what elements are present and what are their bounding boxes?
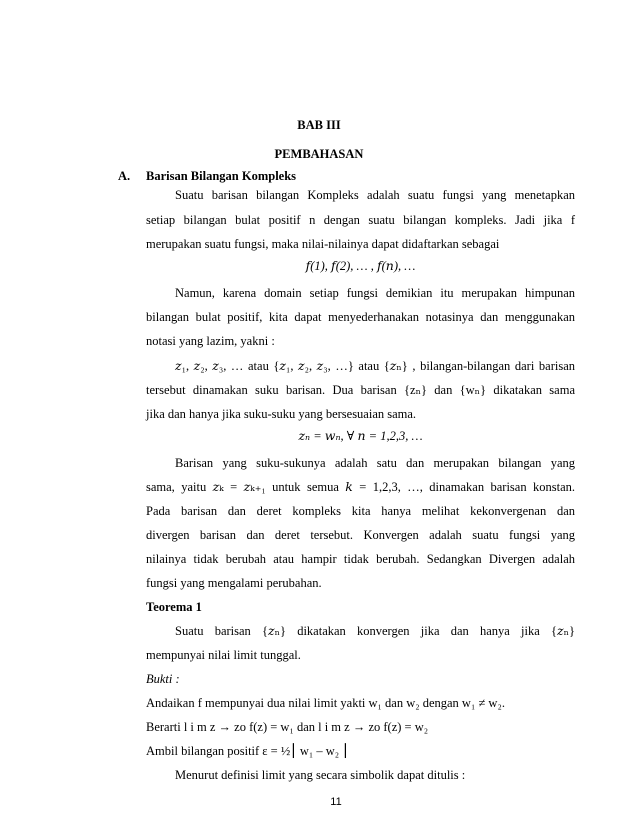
section-letter: A. xyxy=(118,169,131,183)
paragraph-line: fungsi yang mengalami perubahan. xyxy=(146,576,322,590)
theorem-title: Teorema 1 xyxy=(146,600,202,614)
paragraph-line: notasi yang lazim, yakni : xyxy=(146,334,275,348)
paragraph-line: nilainya tidak berubah atau hampir tidak berubah. Sedangkan Divergen adalah xyxy=(146,552,575,566)
paragraph-line: Barisan yang suku-sukunya adalah satu dan merupakan bilangan yang xyxy=(175,456,575,470)
paragraph-line: sama, yaitu 𝑧ₖ = 𝑧ₖ₊₁ untuk semua 𝑘 = 1,2,3, …, dinamakan barisan konstan. xyxy=(146,480,575,494)
paragraph-line: jika dan hanya jika suku-suku yang bersesuaian sama. xyxy=(146,407,417,421)
proof-line: Menurut definisi limit yang secara simbolik dapat ditulis : xyxy=(175,768,466,782)
equation: 𝑧ₙ = 𝑤ₙ, ∀ 𝑛 = 1,2,3, … xyxy=(298,429,423,443)
section-heading: Barisan Bilangan Kompleks xyxy=(146,169,297,183)
proof-line: Berarti l i m z → zo f(z) = w₁ dan l i m z → zo f(z) = w₂ xyxy=(146,720,429,734)
paragraph-line: bilangan bulat positif, kita dapat menyederhanakan notasinya dan menggunakan xyxy=(146,310,575,324)
paragraph-line: merupakan suatu fungsi, maka nilai-nilainya dapat didaftarkan sebagai xyxy=(146,237,500,251)
paragraph-line: Namun, karena domain setiap fungsi demikian itu merupakan himpunan xyxy=(175,286,575,300)
chapter-subtitle: PEMBAHASAN xyxy=(274,147,364,161)
paragraph-line: tersebut dinamakan suku barisan. Dua barisan {zₙ} dan {wₙ} dikatakan sama xyxy=(146,383,575,397)
chapter-title: BAB III xyxy=(297,118,341,132)
theorem-line: Suatu barisan {𝑧ₙ} dikatakan konvergen jika dan hanya jika {𝑧ₙ} xyxy=(175,624,575,638)
paragraph-line: Pada barisan dan deret kompleks kita hanya melihat kekonvergenan dan xyxy=(146,504,575,518)
paragraph-line: divergen barisan dan deret tersebut. Konvergen adalah suatu fungsi yang xyxy=(146,528,575,542)
page-number: 11 xyxy=(330,796,342,808)
proof-line: Ambil bilangan positif ε = ½⎮ w₁ – w₂ ⎮ xyxy=(146,744,349,758)
proof-label: Bukti : xyxy=(146,672,180,686)
paragraph-line: setiap bilangan bulat positif n dengan suatu bilangan kompleks. Jadi jika f xyxy=(146,213,575,227)
paragraph-line: 𝑧₁, 𝑧₂, 𝑧₃, … atau {𝑧₁, 𝑧₂, 𝑧₃, …} atau {𝑧ₙ} , bilangan-bilangan dari barisan xyxy=(175,359,575,373)
theorem-line: mempunyai nilai limit tunggal. xyxy=(146,648,301,662)
paragraph-line: Suatu barisan bilangan Kompleks adalah suatu fungsi yang menetapkan xyxy=(175,188,575,202)
proof-line: Andaikan f mempunyai dua nilai limit yakti w₁ dan w₂ dengan w₁ ≠ w₂. xyxy=(146,696,505,710)
equation: 𝑓(1), 𝑓(2), … , 𝑓(𝑛), … xyxy=(305,259,416,273)
